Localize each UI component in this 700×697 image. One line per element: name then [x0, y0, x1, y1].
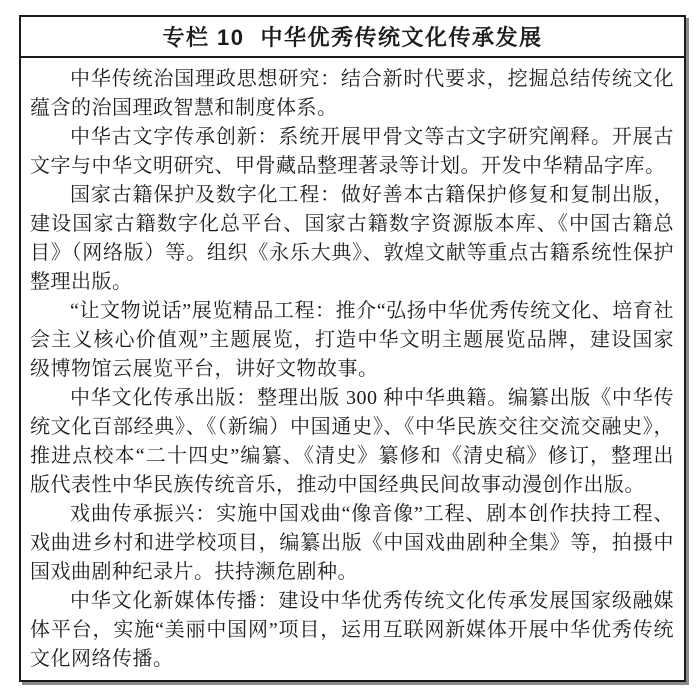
paragraph-culture-heritage-publishing: 中华文化传承出版：整理出版 300 种中华典籍。编纂出版《中华传统文化百部经典》、《（新编）中国通史》、《中华民族交往交流交融史》，推进点校本“二十四史”编纂、《清史》纂修和《清史稿》修订，整理出版代表性中华民族传统音乐，推动中国经典民间故事动漫创作出版。 [30, 387, 674, 496]
panel-body [21, 58, 684, 674]
paragraph-relics-exhibition-project: “让文物说话”展览精品工程：推介“弘扬中华优秀传统文化、培育社会主义核心价值观”主题展览，打造中华文明主题展览品牌，建设国家级博物馆云展览平台，讲好文物故事。 [30, 300, 674, 380]
paragraph-opera-revitalization: 戏曲传承振兴：实施中国戏曲“像音像”工程、剧本创作扶持工程、戏曲进乡村和进学校项目，编纂出版《中国戏曲剧种全集》等，拍摄中国戏曲剧种纪录片。扶持濒危剧种。 [30, 503, 674, 583]
special-column-panel [19, 15, 686, 682]
paragraph-new-media-communication: 中华文化新媒体传播：建设中华优秀传统文化传承发展国家级融媒体平台，实施“美丽中国网”项目，运用互联网新媒体开展中华优秀传统文化网络传播。 [30, 590, 674, 670]
paragraph-ancient-books-digitization: 国家古籍保护及数字化工程：做好善本古籍保护修复和复制出版，建设国家古籍数字化总平台、国家古籍数字资源版本库、《中国古籍总目》（网络版）等。组织《永乐大典》、敦煌文献等重点古籍系统性保护整理出版。 [30, 184, 674, 293]
panel-title-text: 中华优秀传统文化传承发展 [260, 25, 543, 50]
paragraph-ancient-scripts-innovation: 中华古文字传承创新：系统开展甲骨文等古文字研究阐释。开展古文字与中华文明研究、甲骨藏品整理著录等计划。开发中华精品字库。 [30, 126, 674, 177]
panel-title-number: 专栏 10 [162, 25, 245, 50]
paragraph-traditional-governance-thought: 中华传统治国理政思想研究：结合新时代要求，挖掘总结传统文化蕴含的治国理政智慧和制度体系。 [30, 68, 674, 119]
panel-title [21, 17, 684, 58]
